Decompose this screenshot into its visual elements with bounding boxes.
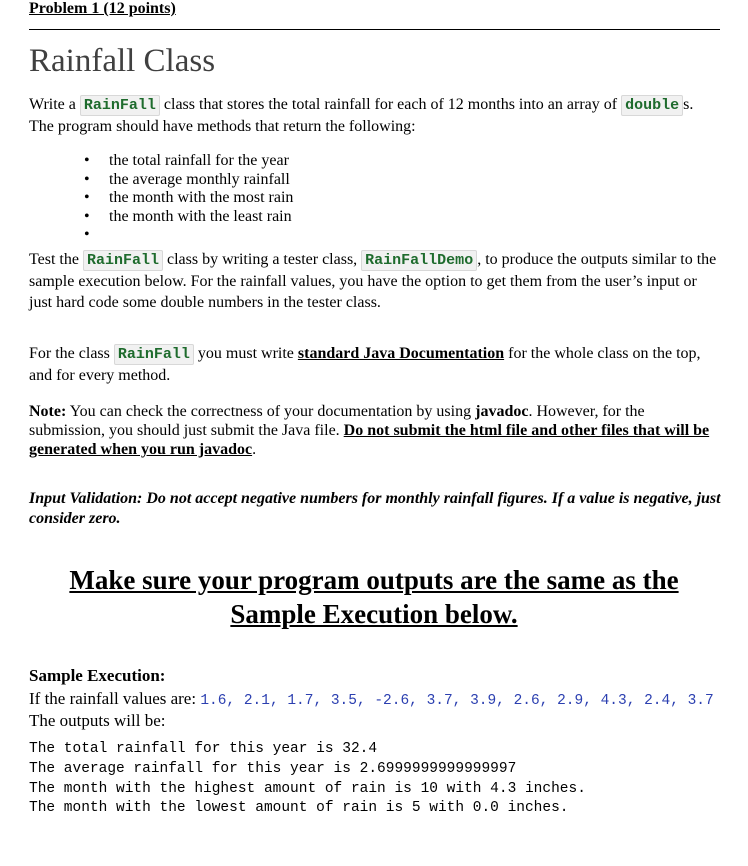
values-label: If the rainfall values are: — [29, 689, 201, 708]
note-text-3: . — [252, 441, 257, 458]
list-item: • the average monthly rainfall — [84, 171, 293, 190]
problem-header: Problem 1 (12 points) — [29, 0, 176, 17]
test-text-1: Test the — [29, 251, 83, 268]
requirements-list — [84, 152, 293, 245]
intro-text-3: s. — [683, 96, 694, 113]
page-title: Rainfall Class — [29, 43, 216, 79]
rainfall-values: 1.6, 2.1, 1.7, 3.5, -2.6, 3.7, 3.9, 2.6, 2.9, 4.3, 2.4, 3.7 — [200, 693, 714, 709]
sample-values-line — [29, 688, 721, 712]
doc-text-2: you must write — [193, 345, 298, 362]
double-type-code: double — [621, 95, 683, 116]
input-validation: Input Validation: Do not accept negative numbers for monthly rainfall figures. If a value is negative, just consider zero. — [29, 490, 721, 527]
java-doc-link[interactable]: standard Java Documentation — [297, 345, 505, 362]
test-text-3: , to produce the outputs similar to the sample execution below. For the rainfall values, you have the option to get them from the user’s input or just hard code some double numbers in the tester class. — [29, 251, 717, 311]
test-paragraph — [29, 249, 721, 313]
note-text-2: . However, for the submission, you should just submit the Java file. — [29, 403, 645, 439]
documentation-paragraph — [29, 343, 721, 386]
rainfall-demo-code: RainFallDemo — [361, 250, 477, 271]
sample-heading: Sample Execution: — [29, 666, 166, 685]
doc-text-1: For the class — [29, 345, 114, 362]
note-paragraph — [29, 402, 721, 459]
note-text-1: You can check the correctness of your documentation by using — [66, 403, 476, 420]
intro-line-2: The program should have methods that return the following: — [29, 118, 416, 135]
list-item: • the month with the most rain — [84, 189, 293, 208]
doc-text-3: for the whole class on the top, and for every method. — [29, 345, 701, 384]
output-line: The month with the highest amount of rain is 10 with 4.3 inches. — [29, 780, 586, 797]
intro-text-1: Write a — [29, 96, 80, 113]
do-not-submit-warning: Do not submit the html file and other files that will be generated when you run javadoc — [29, 422, 710, 458]
output-line: The total rainfall for this year is 32.4 — [29, 741, 378, 757]
outputs-label: The outputs will be: — [29, 711, 166, 730]
note-label: Note: — [29, 403, 67, 420]
list-item: • the month with the least rain — [84, 208, 293, 227]
rainfall-class-code: RainFall — [80, 95, 160, 116]
list-item: • the total rainfall for the year — [84, 152, 293, 171]
intro-text-2: class that stores the total rainfall for each of 12 months into an array of — [159, 96, 622, 113]
output-line: The month with the lowest amount of rain is 5 with 0.0 inches. — [29, 800, 569, 817]
sample-output — [29, 740, 586, 819]
test-text-2: class by writing a tester class, — [163, 251, 362, 268]
emphasis-line-1: Make sure your program outputs are the same as the — [69, 565, 679, 595]
emphasis-line-2: Sample Execution below. — [230, 599, 518, 629]
javadoc-term: javadoc — [475, 403, 529, 420]
rainfall-class-code: RainFall — [114, 344, 194, 365]
output-line: The average rainfall for this year is 2.6999999999999997 — [29, 760, 517, 777]
emphasis-heading — [29, 563, 719, 631]
rainfall-class-code: RainFall — [83, 250, 163, 271]
list-item — [84, 226, 293, 245]
header-divider — [29, 29, 720, 30]
intro-paragraph — [29, 94, 721, 137]
